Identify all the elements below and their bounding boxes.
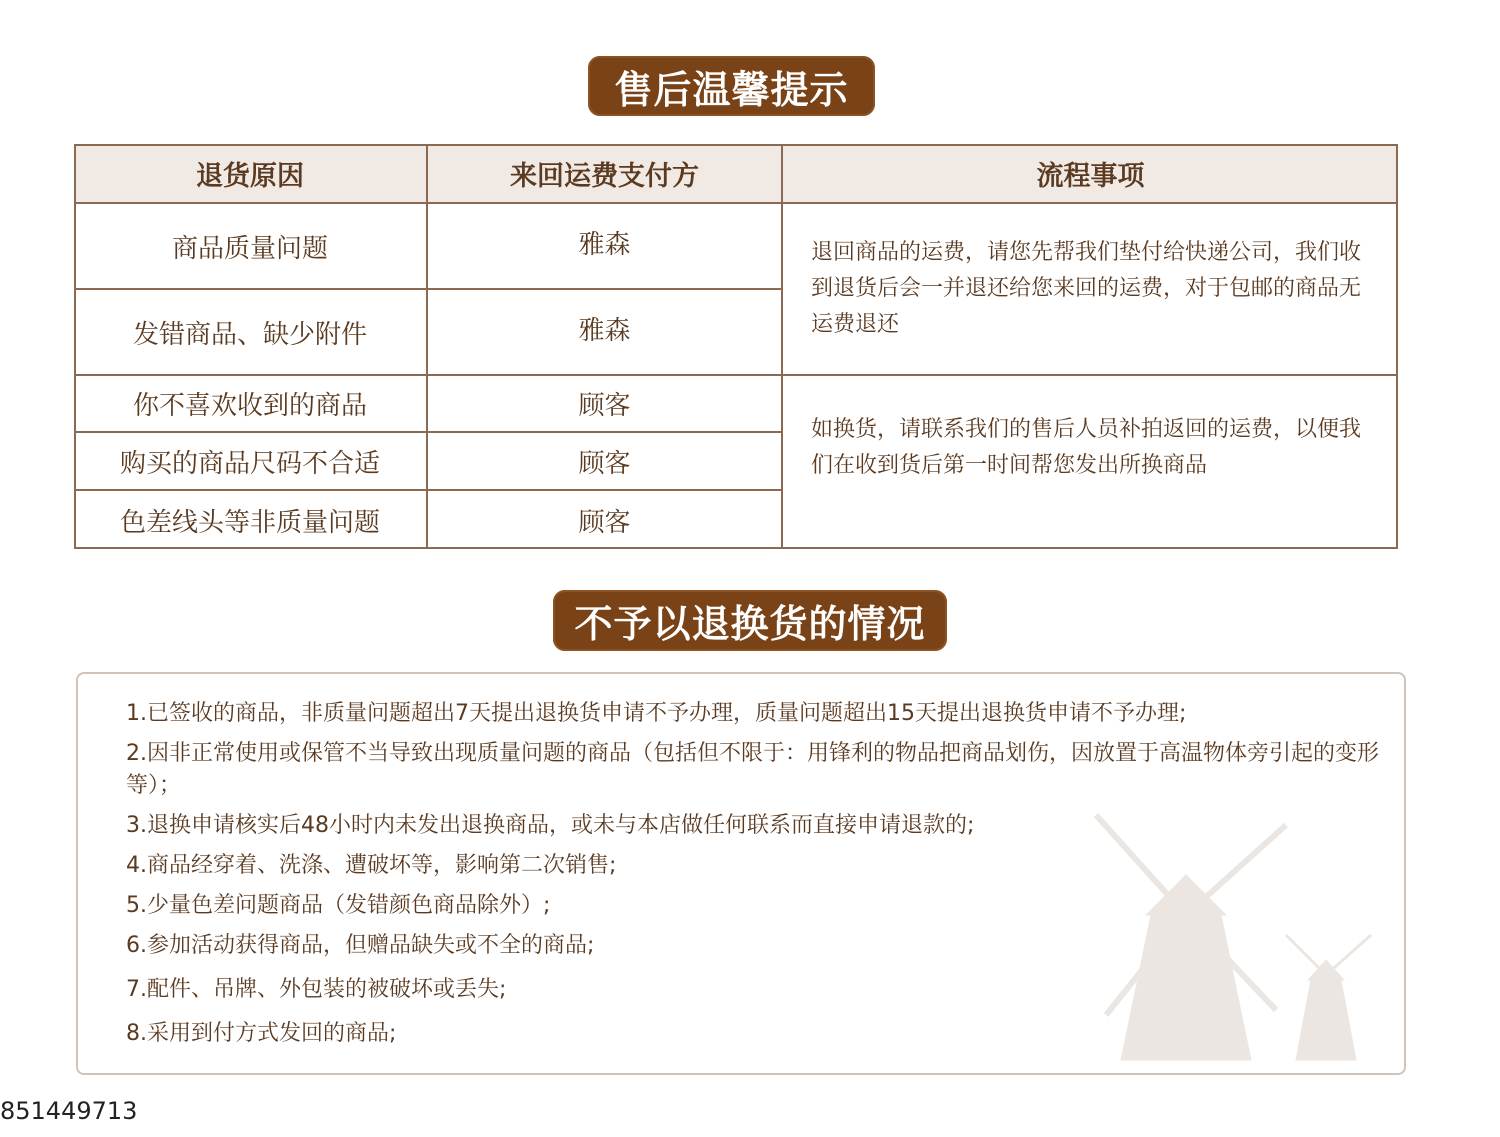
table-cell-reason: 发错商品、缺少附件 bbox=[74, 290, 428, 376]
header-return-reason: 退货原因 bbox=[74, 144, 428, 204]
table-cell-reason: 你不喜欢收到的商品 bbox=[74, 376, 428, 433]
table-cell-payer: 雅森 bbox=[428, 204, 783, 290]
rule-item: 6.参加活动获得商品，但赠品缺失或不全的商品; bbox=[126, 933, 595, 958]
rules-list bbox=[126, 698, 1388, 1058]
rule-item: 5.少量色差问题商品（发错颜色商品除外）; bbox=[126, 893, 551, 918]
table-cell-payer: 顾客 bbox=[428, 491, 783, 549]
table-cell-reason: 购买的商品尺码不合适 bbox=[74, 433, 428, 491]
after-sales-tips-banner: 售后温馨提示 bbox=[588, 56, 875, 116]
rule-item: 3.退换申请核实后48小时内未发出退换商品，或未与本店做任何联系而直接申请退款的; bbox=[126, 813, 975, 838]
header-shipping-payer: 来回运费支付方 bbox=[428, 144, 783, 204]
rule-item: 2.因非正常使用或保管不当导致出现质量问题的商品（包括但不限于：用锋利的物品把商品划伤，因放置于高温物体旁引起的变形等）； bbox=[126, 741, 1379, 798]
table-cell-reason: 商品质量问题 bbox=[74, 204, 428, 290]
table-cell-payer: 雅森 bbox=[428, 290, 783, 376]
process-note-refund-shipping: 退回商品的运费，请您先帮我们垫付给快递公司，我们收到退货后会一并退还给您来回的运费，对于包邮的商品无运费退还 bbox=[783, 204, 1398, 376]
table-cell-reason: 色差线头等非质量问题 bbox=[74, 491, 428, 549]
no-return-rules-box bbox=[76, 672, 1406, 1075]
no-return-conditions-banner: 不予以退换货的情况 bbox=[553, 590, 947, 651]
rule-item: 1.已签收的商品，非质量问题超出7天提出退换货申请不予办理，质量问题超出15天提出退换货申请不予办理; bbox=[126, 701, 1187, 726]
header-process: 流程事项 bbox=[783, 144, 1398, 204]
rule-item: 8.采用到付方式发回的商品; bbox=[126, 1021, 397, 1046]
rule-item: 4.商品经穿着、洗涤、遭破坏等，影响第二次销售; bbox=[126, 853, 617, 878]
return-policy-table bbox=[74, 144, 1398, 549]
table-cell-payer: 顾客 bbox=[428, 433, 783, 491]
rule-item: 7.配件、吊牌、外包装的被破坏或丢失; bbox=[126, 977, 507, 1002]
image-id-text: 851449713 bbox=[0, 1097, 138, 1125]
process-note-exchange: 如换货，请联系我们的售后人员补拍返回的运费，以便我们在收到货后第一时间帮您发出所换商品 bbox=[811, 417, 1362, 478]
table-cell-payer: 顾客 bbox=[428, 376, 783, 433]
